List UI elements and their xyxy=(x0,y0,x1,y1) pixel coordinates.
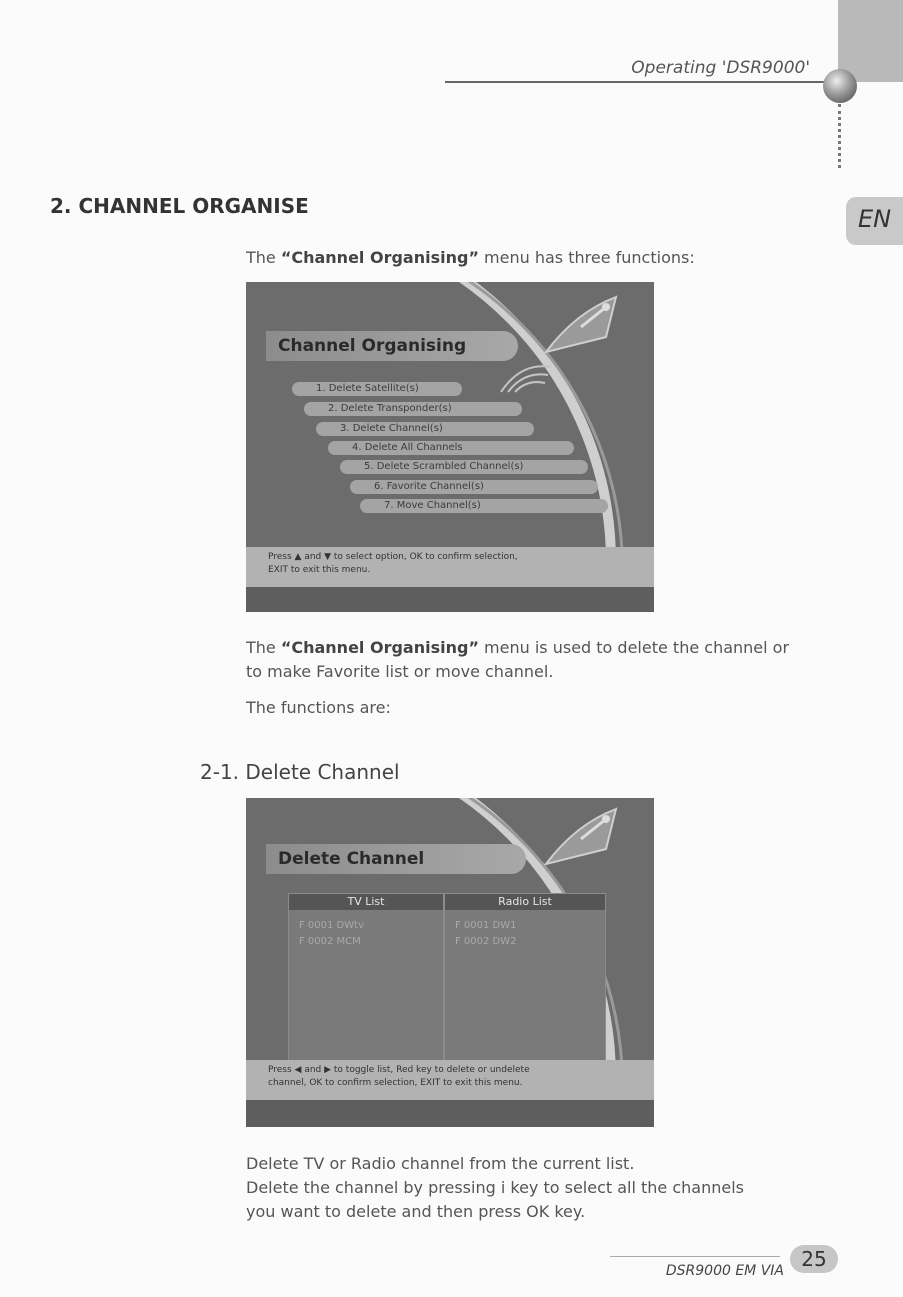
screen-title-pill: Delete Channel xyxy=(266,844,526,874)
header-knob-icon xyxy=(823,69,857,103)
description-menu-name: “Channel Organising” xyxy=(280,638,479,657)
header-rule xyxy=(445,81,830,83)
help-line-2: EXIT to exit this menu. xyxy=(268,565,371,575)
menu-item-delete-transponders[interactable]: 2. Delete Transponder(s) xyxy=(304,402,522,416)
footer-doc-name: DSR9000 EM VIA xyxy=(665,1263,784,1279)
running-header-title: Operating 'DSR9000' xyxy=(631,58,810,78)
description-paragraph xyxy=(246,636,846,684)
subsection-title: 2-1. Delete Channel xyxy=(200,760,400,784)
menu-item-move-channels[interactable]: 7. Move Channel(s) xyxy=(360,499,608,513)
tv-list-item[interactable]: F 0001 DWtv xyxy=(299,920,364,931)
header-dotted-line xyxy=(838,104,841,168)
body-line-3: you want to delete and then press OK key. xyxy=(246,1202,586,1221)
tv-list-header: TV List xyxy=(289,894,443,910)
satellite-dish-icon xyxy=(536,804,626,874)
description-line-2: to make Favorite list or move channel. xyxy=(246,662,554,681)
body-paragraph xyxy=(246,1152,846,1224)
screen-bottom-strip xyxy=(246,1100,654,1127)
intro-suffix: menu has three functions: xyxy=(478,248,695,267)
tv-list-item[interactable]: F 0002 MCM xyxy=(299,936,361,947)
screen-help-bar xyxy=(246,1060,654,1100)
intro-prefix: The xyxy=(246,248,281,267)
help-line-2: channel, OK to confirm selection, EXIT to exit this menu. xyxy=(268,1078,523,1088)
section-title: 2. CHANNEL ORGANISE xyxy=(50,194,309,218)
radio-list-item[interactable]: F 0001 DW1 xyxy=(455,920,517,931)
radio-list-item[interactable]: F 0002 DW2 xyxy=(455,936,517,947)
intro-menu-name: “Channel Organising” xyxy=(280,248,479,267)
intro-paragraph xyxy=(246,246,846,270)
body-line-2: Delete the channel by pressing i key to select all the channels xyxy=(246,1178,745,1197)
tv-list-panel[interactable] xyxy=(288,893,444,1063)
satellite-dish-icon xyxy=(536,292,626,362)
description-line1-suffix: menu is used to delete the channel or xyxy=(478,638,790,657)
functions-intro: The functions are: xyxy=(246,698,391,717)
screen-title-pill: Channel Organising xyxy=(266,331,518,361)
radio-list-header: Radio List xyxy=(445,894,605,910)
menu-item-favorite-channels[interactable]: 6. Favorite Channel(s) xyxy=(350,480,598,494)
description-line-1 xyxy=(246,636,846,660)
help-line-1: Press ▲ and ▼ to select option, OK to confirm selection, xyxy=(268,552,518,562)
help-line-1: Press ◀ and ▶ to toggle list, Red key to delete or undelete xyxy=(268,1065,530,1075)
page-number: 25 xyxy=(790,1245,838,1273)
menu-item-delete-satellites[interactable]: 1. Delete Satellite(s) xyxy=(292,382,462,396)
language-label: EN xyxy=(857,205,892,233)
menu-item-delete-all-channels[interactable]: 4. Delete All Channels xyxy=(328,441,574,455)
description-prefix: The xyxy=(246,638,281,657)
footer-rule xyxy=(610,1256,780,1257)
channel-organising-screen xyxy=(246,282,654,612)
corner-grey-tab xyxy=(838,0,903,82)
delete-channel-screen xyxy=(246,798,654,1127)
menu-item-delete-channels[interactable]: 3. Delete Channel(s) xyxy=(316,422,534,436)
menu-item-delete-scrambled[interactable]: 5. Delete Scrambled Channel(s) xyxy=(340,460,588,474)
body-line-1: Delete TV or Radio channel from the current list. xyxy=(246,1154,635,1173)
signal-waves-icon xyxy=(496,357,556,397)
screen-bottom-strip xyxy=(246,587,654,612)
radio-list-panel[interactable] xyxy=(444,893,606,1063)
screen-help-bar xyxy=(246,547,654,587)
